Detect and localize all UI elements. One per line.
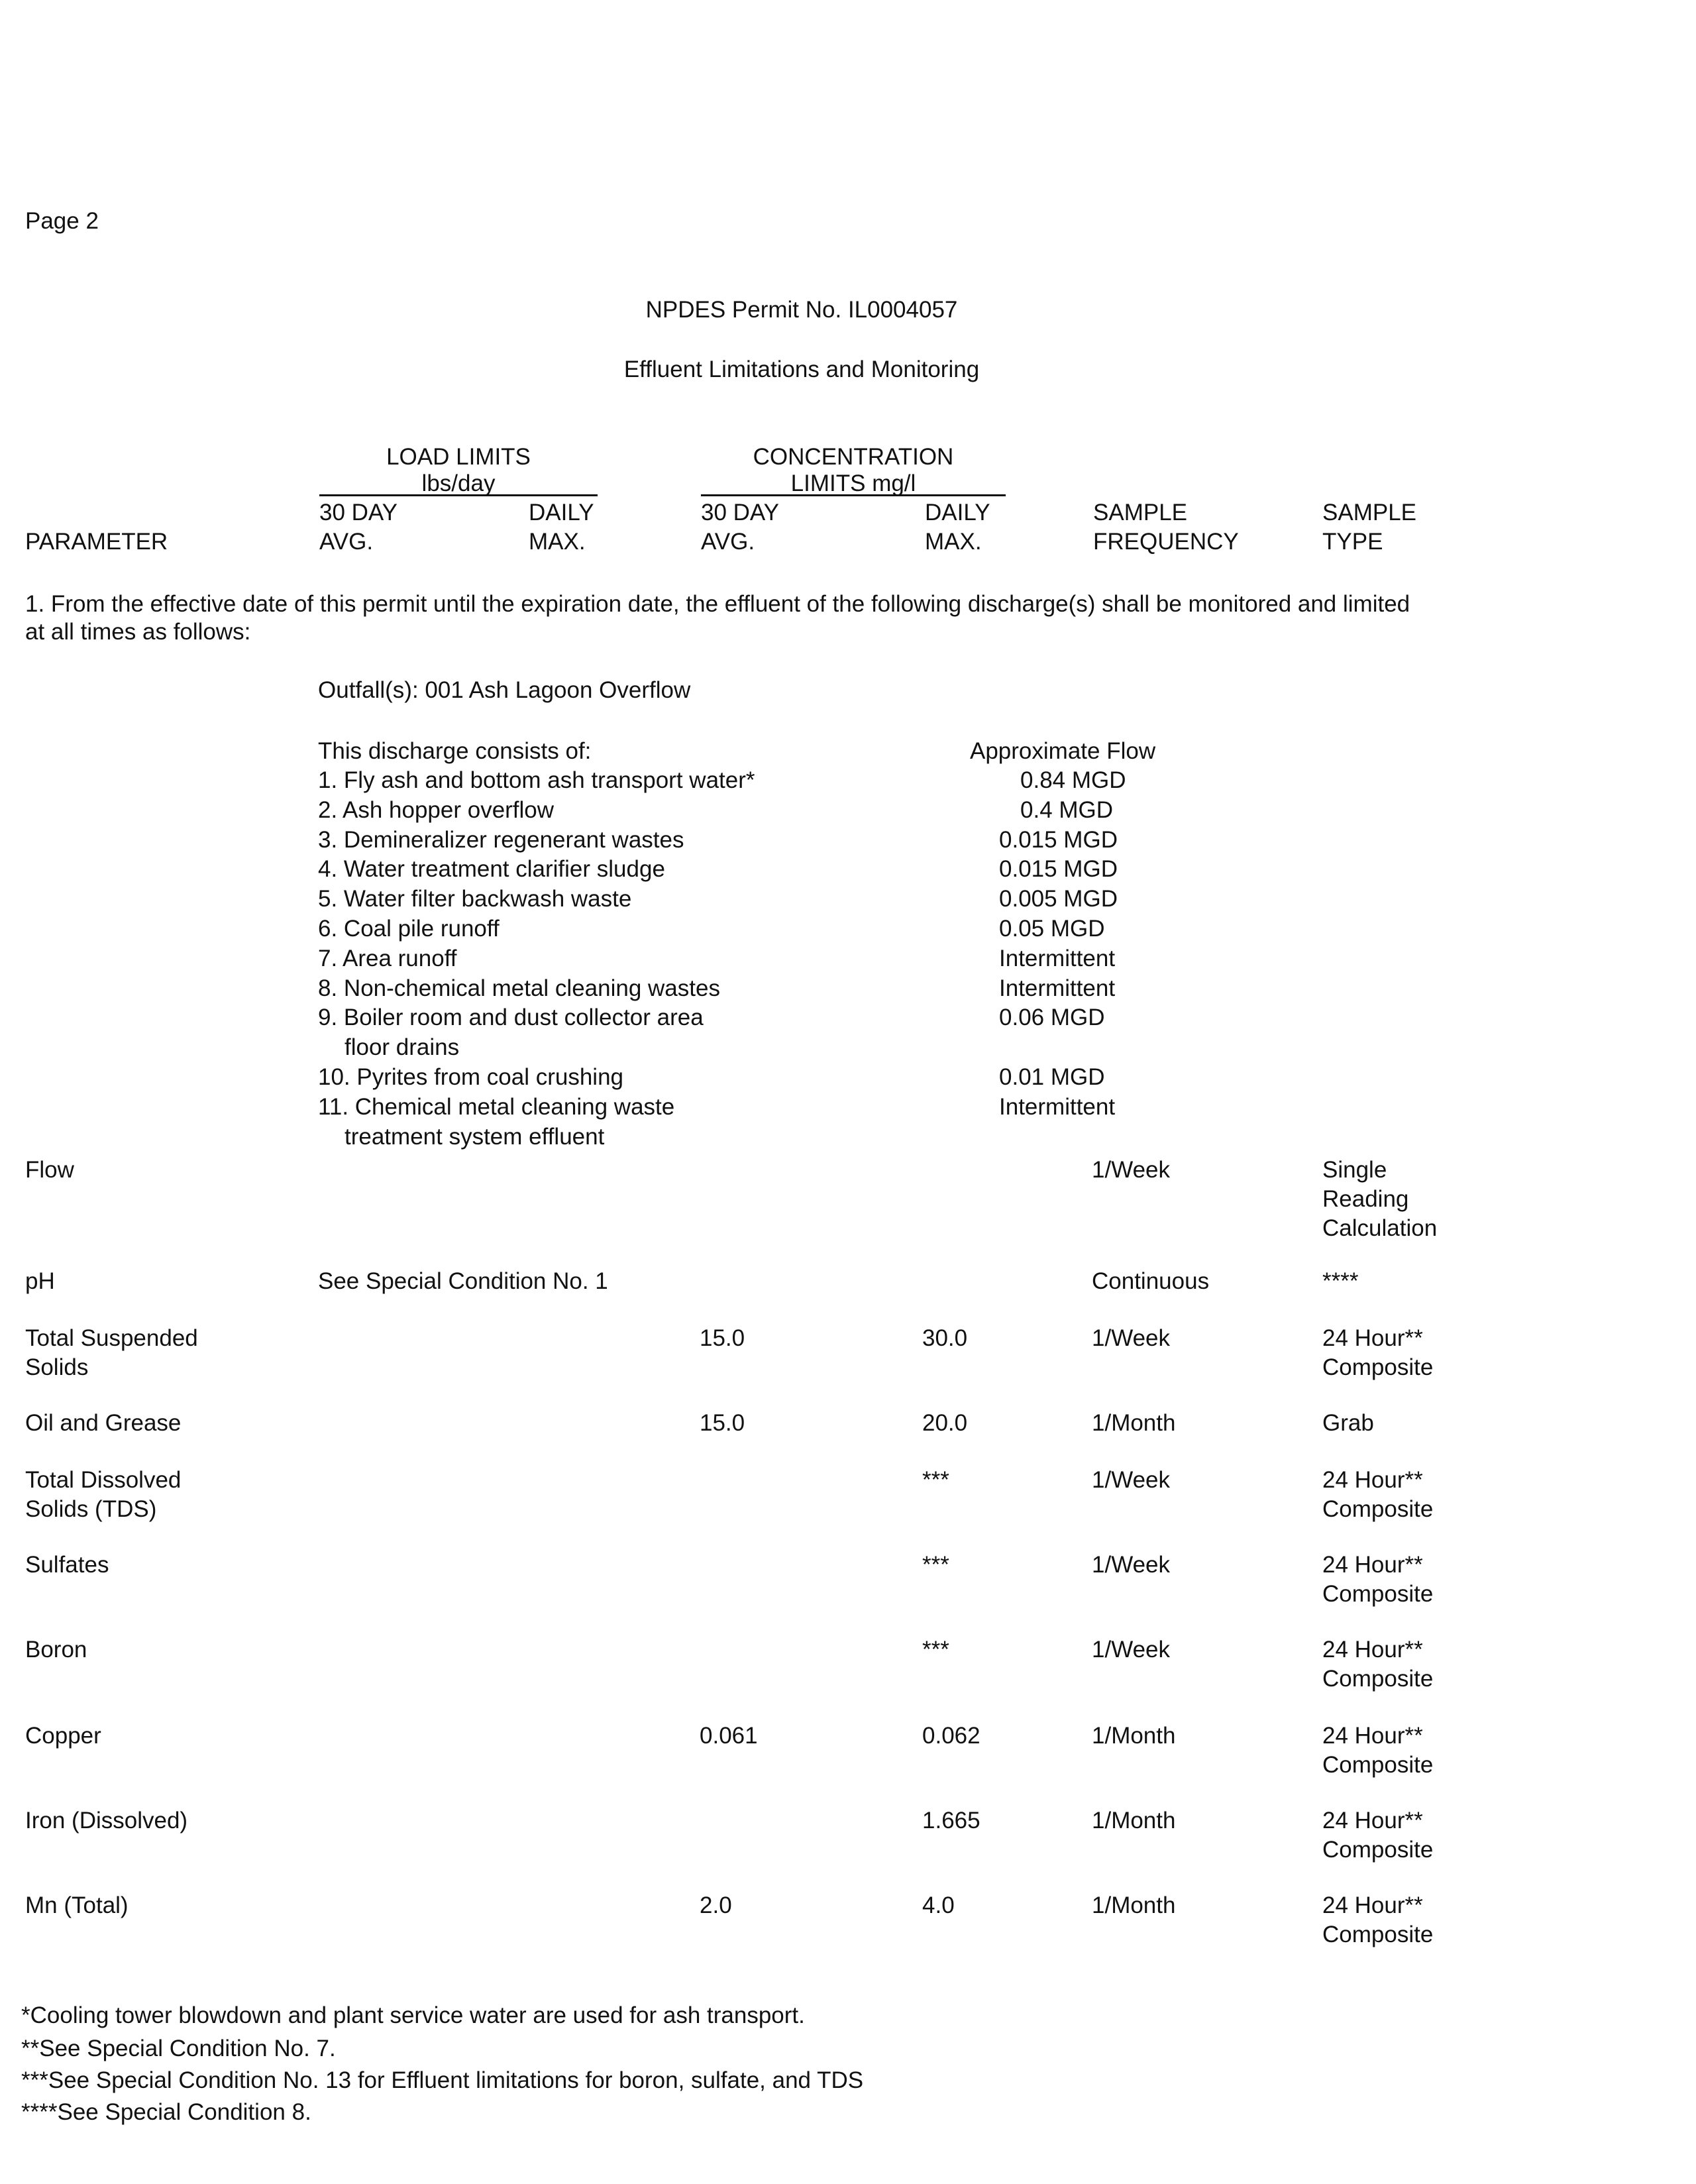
sample-type-line: 24 Hour**: [1322, 1467, 1423, 1493]
sample-type-line: 24 Hour**: [1322, 1637, 1423, 1663]
parameter-name: [25, 1721, 101, 1751]
conc-30day-avg-value: 2.0: [700, 1892, 732, 1918]
discharge-item-label: 11. Chemical metal cleaning waste: [318, 1093, 675, 1120]
sample-type-line: Calculation: [1322, 1215, 1438, 1241]
parameter-name-line: Solids: [25, 1354, 89, 1380]
conc-daily-max-value: 1.665: [922, 1808, 980, 1833]
discharge-item-flow: Intermittent: [999, 945, 1116, 971]
discharge-item-flow: 0.06 MGD: [999, 1005, 1105, 1031]
sample-frequency-value: 1/Month: [1092, 1808, 1176, 1833]
sample-frequency-value: 1/Month: [1092, 1410, 1176, 1436]
discharge-item-label-cont: floor drains: [344, 1034, 460, 1061]
conc-daily-max-value: 30.0: [922, 1325, 968, 1351]
load-limits-header: LOAD LIMITS: [386, 444, 531, 470]
discharge-item-flow: 0.015 MGD: [999, 856, 1118, 883]
sample-type-value: [1322, 1806, 1433, 1865]
sample-type-value: [1322, 1721, 1433, 1780]
discharge-item-label: 3. Demineralizer regenerant wastes: [318, 826, 684, 853]
sample-type-line: Grab: [1322, 1410, 1374, 1436]
sample-type-value: [1322, 1466, 1433, 1524]
intro-text-line2: at all times as follows:: [25, 619, 251, 645]
discharge-item-flow: 0.015 MGD: [999, 826, 1118, 853]
load-units-header: lbs/day: [319, 469, 598, 496]
discharge-item-label: 5. Water filter backwash waste: [318, 886, 632, 912]
concentration-units-header: LIMITS mg/l: [701, 469, 1006, 496]
sample-frequency-value: 1/Week: [1092, 1552, 1171, 1578]
sample-frequency-value: 1/Month: [1092, 1892, 1176, 1918]
discharge-item-label: 7. Area runoff: [318, 945, 457, 971]
parameter-name: [25, 1635, 87, 1665]
conc-daily-max-value: 20.0: [922, 1410, 968, 1436]
conc-30day-avg-header: 30 DAY AVG.: [701, 500, 780, 555]
permit-title: NPDES Permit No. IL0004057: [645, 297, 958, 323]
conc-daily-max-value: ***: [922, 1552, 949, 1578]
sample-type-value: [1322, 1156, 1437, 1243]
footnote: ***See Special Condition No. 13 for Effluent limitations for boron, sulfate, and TDS: [21, 2067, 864, 2093]
sample-type-value: [1322, 1891, 1433, 1949]
conc-daily-max-value: ***: [922, 1467, 949, 1493]
parameter-name: [25, 1551, 109, 1580]
sample-type-line: ****: [1322, 1268, 1359, 1294]
sample-type-line: 24 Hour**: [1322, 1808, 1423, 1833]
sample-type-header: SAMPLE TYPE: [1322, 500, 1416, 555]
page-subtitle: Effluent Limitations and Monitoring: [623, 356, 980, 382]
parameter-name-line: Total Suspended: [25, 1325, 198, 1351]
discharge-item-flow: 0.005 MGD: [999, 886, 1118, 912]
sample-type-line: Composite: [1322, 1752, 1434, 1778]
page-label: Page 2: [25, 208, 99, 234]
parameter-header: PARAMETER: [25, 529, 168, 555]
sample-type-value: [1322, 1409, 1374, 1438]
sample-type-value: [1322, 1324, 1433, 1382]
conc-daily-max-value: ***: [922, 1637, 949, 1663]
sample-frequency-value: 1/Week: [1092, 1325, 1171, 1351]
conc-30day-avg-value: 15.0: [700, 1325, 745, 1351]
load-30day-avg-header: 30 DAY AVG.: [319, 500, 398, 555]
parameter-name-line: Oil and Grease: [25, 1410, 182, 1436]
intro-text-line1: 1. From the effective date of this permit until the expiration date, the effluent of the following discharge(s) shall be monitored and limited: [25, 591, 1410, 617]
discharge-item-label-cont: treatment system effluent: [344, 1123, 605, 1150]
discharge-item-label: 8. Non-chemical metal cleaning wastes: [318, 975, 720, 1001]
sample-type-line: 24 Hour**: [1322, 1325, 1423, 1351]
conc-daily-max-value: 0.062: [922, 1723, 980, 1749]
parameter-name-line: Total Dissolved: [25, 1467, 182, 1493]
sample-type-line: Single: [1322, 1157, 1387, 1183]
conc-daily-max-header: DAILY MAX.: [925, 500, 990, 555]
conc-30day-avg-value: 15.0: [700, 1410, 745, 1436]
discharge-item-flow: 0.01 MGD: [999, 1064, 1105, 1090]
approx-flow-header: Approximate Flow: [970, 738, 1156, 764]
sample-type-value: [1322, 1267, 1358, 1296]
sample-frequency-value: 1/Week: [1092, 1637, 1171, 1663]
footnote: **See Special Condition No. 7.: [21, 2036, 336, 2061]
footnote: ****See Special Condition 8.: [21, 2099, 311, 2125]
parameter-name-line: Iron (Dissolved): [25, 1808, 188, 1833]
discharge-item-label: 4. Water treatment clarifier sludge: [318, 856, 665, 883]
discharge-item-label: 1. Fly ash and bottom ash transport water*: [318, 767, 755, 793]
parameter-name-line: Sulfates: [25, 1552, 109, 1578]
parameter-name: [25, 1891, 129, 1920]
conc-daily-max-value: 4.0: [922, 1892, 955, 1918]
conc-30day-avg-value: 0.061: [700, 1723, 758, 1749]
sample-frequency-value: 1/Week: [1092, 1467, 1171, 1493]
parameter-name: [25, 1156, 74, 1185]
discharge-item-flow: 0.4 MGD: [1020, 796, 1114, 823]
parameter-name: [25, 1324, 198, 1382]
discharge-item-label: 10. Pyrites from coal crushing: [318, 1064, 624, 1090]
sample-type-line: 24 Hour**: [1322, 1723, 1423, 1749]
sample-frequency-value: 1/Month: [1092, 1723, 1176, 1749]
sample-type-line: Composite: [1322, 1581, 1434, 1607]
row-note: See Special Condition No. 1: [318, 1268, 608, 1294]
parameter-name-line: Mn (Total): [25, 1892, 129, 1918]
discharge-item-label: 9. Boiler room and dust collector area: [318, 1005, 704, 1031]
discharge-item-label: 6. Coal pile runoff: [318, 916, 500, 942]
sample-frequency-header: SAMPLE FREQUENCY: [1093, 500, 1239, 555]
parameter-name-line: Copper: [25, 1723, 101, 1749]
parameter-name-line: Boron: [25, 1637, 87, 1663]
discharge-item-flow: 0.84 MGD: [1020, 767, 1126, 793]
parameter-name: [25, 1267, 55, 1296]
sample-type-line: Composite: [1322, 1837, 1434, 1863]
sample-type-line: Composite: [1322, 1354, 1434, 1380]
sample-type-line: Composite: [1322, 1922, 1434, 1947]
sample-type-line: 24 Hour**: [1322, 1552, 1423, 1578]
discharge-item-flow: Intermittent: [999, 975, 1116, 1001]
sample-type-line: Reading: [1322, 1186, 1409, 1212]
sample-type-line: Composite: [1322, 1496, 1434, 1522]
discharge-item-flow: 0.05 MGD: [999, 916, 1105, 942]
outfall-label: Outfall(s): 001 Ash Lagoon Overflow: [318, 677, 691, 703]
discharge-item-flow: Intermittent: [999, 1093, 1116, 1120]
footnote: *Cooling tower blowdown and plant service water are used for ash transport.: [21, 2002, 805, 2028]
discharge-item-label: 2. Ash hopper overflow: [318, 796, 555, 823]
parameter-name: [25, 1806, 187, 1835]
parameter-name-line: Solids (TDS): [25, 1496, 157, 1522]
sample-type-line: 24 Hour**: [1322, 1892, 1423, 1918]
load-daily-max-header: DAILY MAX.: [529, 500, 594, 555]
parameter-name-line: Flow: [25, 1157, 74, 1183]
parameter-name: [25, 1409, 181, 1438]
concentration-header: CONCENTRATION: [753, 444, 954, 470]
discharge-header: This discharge consists of:: [318, 738, 592, 764]
sample-type-line: Composite: [1322, 1666, 1434, 1692]
sample-type-value: [1322, 1551, 1433, 1609]
sample-type-value: [1322, 1635, 1433, 1694]
parameter-name-line: pH: [25, 1268, 55, 1294]
sample-frequency-value: Continuous: [1092, 1268, 1210, 1294]
parameter-name: [25, 1466, 181, 1524]
sample-frequency-value: 1/Week: [1092, 1157, 1171, 1183]
